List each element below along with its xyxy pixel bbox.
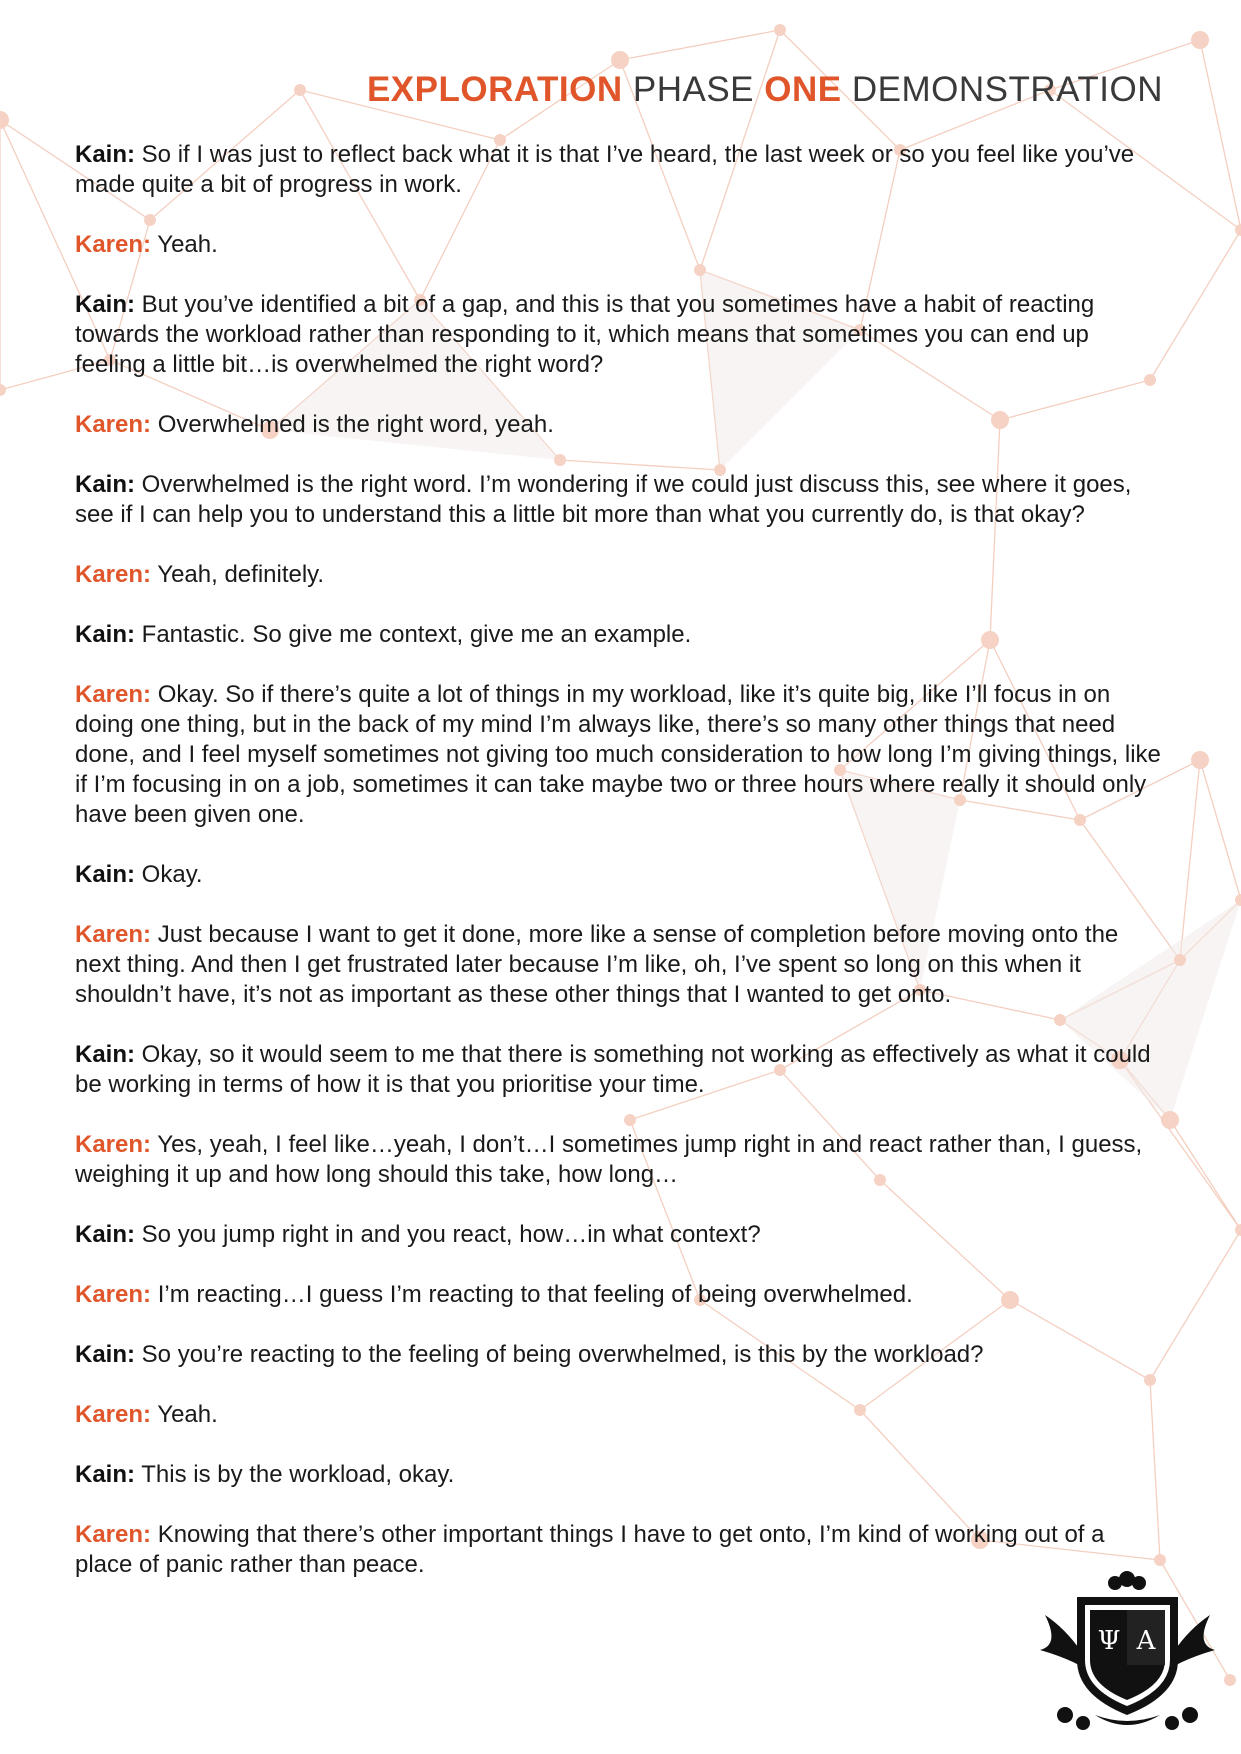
network-node xyxy=(294,84,306,96)
dialogue-turn xyxy=(75,1040,1165,1100)
dialogue-turn xyxy=(75,1400,1165,1430)
speaker-label: Karen: xyxy=(75,681,152,708)
dialogue-turn xyxy=(75,560,1165,590)
speaker-label: Kain: xyxy=(75,621,135,648)
dialogue-turn xyxy=(75,680,1165,830)
dialogue-text: I’m reacting…I guess I’m reacting to that feeling of being overwhelmed. xyxy=(157,1281,913,1308)
network-node xyxy=(1191,751,1209,769)
dialogue-turn xyxy=(75,290,1165,380)
title-word-exploration: EXPLORATION xyxy=(366,70,623,109)
dialogue-turn xyxy=(75,860,1165,890)
dialogue-turn xyxy=(75,1220,1165,1250)
dialogue-text: Okay. So if there’s quite a lot of things in my workload, like it’s quite big, like I’ll focus in on doing one thing, but in the back of my mind I’m always like, there’s so many other things that need done, and I feel myself sometimes not giving too much consideration to how long I’m giving things, like if I’m focusing in on a job, sometimes it can take maybe two or three hours where really it should only have been given one. xyxy=(75,681,1161,828)
speaker-label: Karen: xyxy=(75,1131,152,1158)
network-node xyxy=(611,51,629,69)
network-node xyxy=(1174,954,1186,966)
title-word-one: ONE xyxy=(764,70,842,109)
speaker-label: Kain: xyxy=(75,141,135,168)
dialogue-text: So you’re reacting to the feeling of being overwhelmed, is this by the workload? xyxy=(141,1341,984,1368)
network-line xyxy=(1170,1120,1241,1230)
dialogue-text: Just because I want to get it done, more like a sense of completion before moving onto the next thing. And then I get frustrated later because I’m like, oh, I’ve spent so long on this when it shouldn’t have, it’s not as important as these other things that I wanted to get onto. xyxy=(75,921,1119,1008)
dialogue-text: So if I was just to reflect back what it is that I’ve heard, the last week or so you feel like you’ve made quite a bit of progress in work. xyxy=(75,141,1135,198)
network-node xyxy=(1235,1224,1241,1236)
dialogue-text: Fantastic. So give me context, give me an example. xyxy=(141,621,692,648)
dialogue-text: Overwhelmed is the right word. I’m wondering if we could just discuss this, see where it goes, see if I can help you to understand this a little bit more than what you currently do, is that okay? xyxy=(75,471,1132,528)
dialogue-text: This is by the workload, okay. xyxy=(141,1461,455,1488)
speaker-label: Karen: xyxy=(75,411,152,438)
dialogue-text: Okay. xyxy=(141,861,203,888)
network-line xyxy=(1200,40,1241,230)
speaker-label: Karen: xyxy=(75,1401,152,1428)
speaker-label: Karen: xyxy=(75,921,152,948)
crest-letter-a: A xyxy=(1136,1626,1156,1656)
speaker-label: Kain: xyxy=(75,291,135,318)
dialogue-turn xyxy=(75,140,1165,200)
title-word-demonstration: DEMONSTRATION xyxy=(851,70,1163,109)
dialogue-text: Overwhelmed is the right word, yeah. xyxy=(157,411,554,438)
network-node xyxy=(1191,31,1209,49)
speaker-label: Kain: xyxy=(75,1341,135,1368)
dialogue-text: But you’ve identified a bit of a gap, and this is that you sometimes have a habit of reacting towards the workload rather than responding to it, which means that sometimes you can end up feeling a little bit…is overwhelmed the right word? xyxy=(75,291,1095,378)
dialogue-turn xyxy=(75,410,1165,440)
crest-letter-psi: Ψ xyxy=(1097,1626,1121,1656)
dialogue-text: Okay, so it would seem to me that there is something not working as effectively as what it could be working in terms of how it is that you prioritise your time. xyxy=(75,1041,1151,1098)
title-word-phase: PHASE xyxy=(632,70,755,109)
dialogue-turn xyxy=(75,1130,1165,1190)
dialogue-text: Knowing that there’s other important things I have to get onto, I’m kind of working out of a place of panic rather than peace. xyxy=(75,1521,1105,1578)
network-node xyxy=(0,111,9,129)
speaker-label: Kain: xyxy=(75,471,135,498)
transcript xyxy=(75,140,1165,1610)
dialogue-turn xyxy=(75,1460,1165,1490)
speaker-label: Karen: xyxy=(75,1281,152,1308)
dialogue-text: Yes, yeah, I feel like…yeah, I don’t…I sometimes jump right in and react rather than, I guess, weighing it up and how long should this take, how long… xyxy=(75,1131,1143,1188)
speaker-label: Karen: xyxy=(75,1521,152,1548)
network-node xyxy=(774,24,786,36)
speaker-label: Kain: xyxy=(75,1221,135,1248)
page-title xyxy=(367,70,1163,110)
speaker-label: Kain: xyxy=(75,1041,135,1068)
dialogue-turn xyxy=(75,620,1165,650)
network-node xyxy=(0,384,6,396)
dialogue-text: Yeah, definitely. xyxy=(157,561,325,588)
dialogue-text: Yeah. xyxy=(157,231,218,258)
dialogue-turn xyxy=(75,230,1165,260)
dialogue-turn xyxy=(75,1520,1165,1580)
speaker-label: Kain: xyxy=(75,861,135,888)
dialogue-turn xyxy=(75,920,1165,1010)
dialogue-text: Yeah. xyxy=(157,1401,218,1428)
dialogue-text: So you jump right in and you react, how…in what context? xyxy=(141,1221,761,1248)
network-node xyxy=(1224,1674,1236,1686)
network-line xyxy=(1200,760,1241,900)
speaker-label: Karen: xyxy=(75,561,152,588)
dialogue-turn xyxy=(75,470,1165,530)
speaker-label: Kain: xyxy=(75,1461,135,1488)
network-line xyxy=(620,30,780,60)
crest-logo xyxy=(1035,1565,1220,1735)
speaker-label: Karen: xyxy=(75,231,152,258)
dialogue-turn xyxy=(75,1280,1165,1310)
dialogue-turn xyxy=(75,1340,1165,1370)
